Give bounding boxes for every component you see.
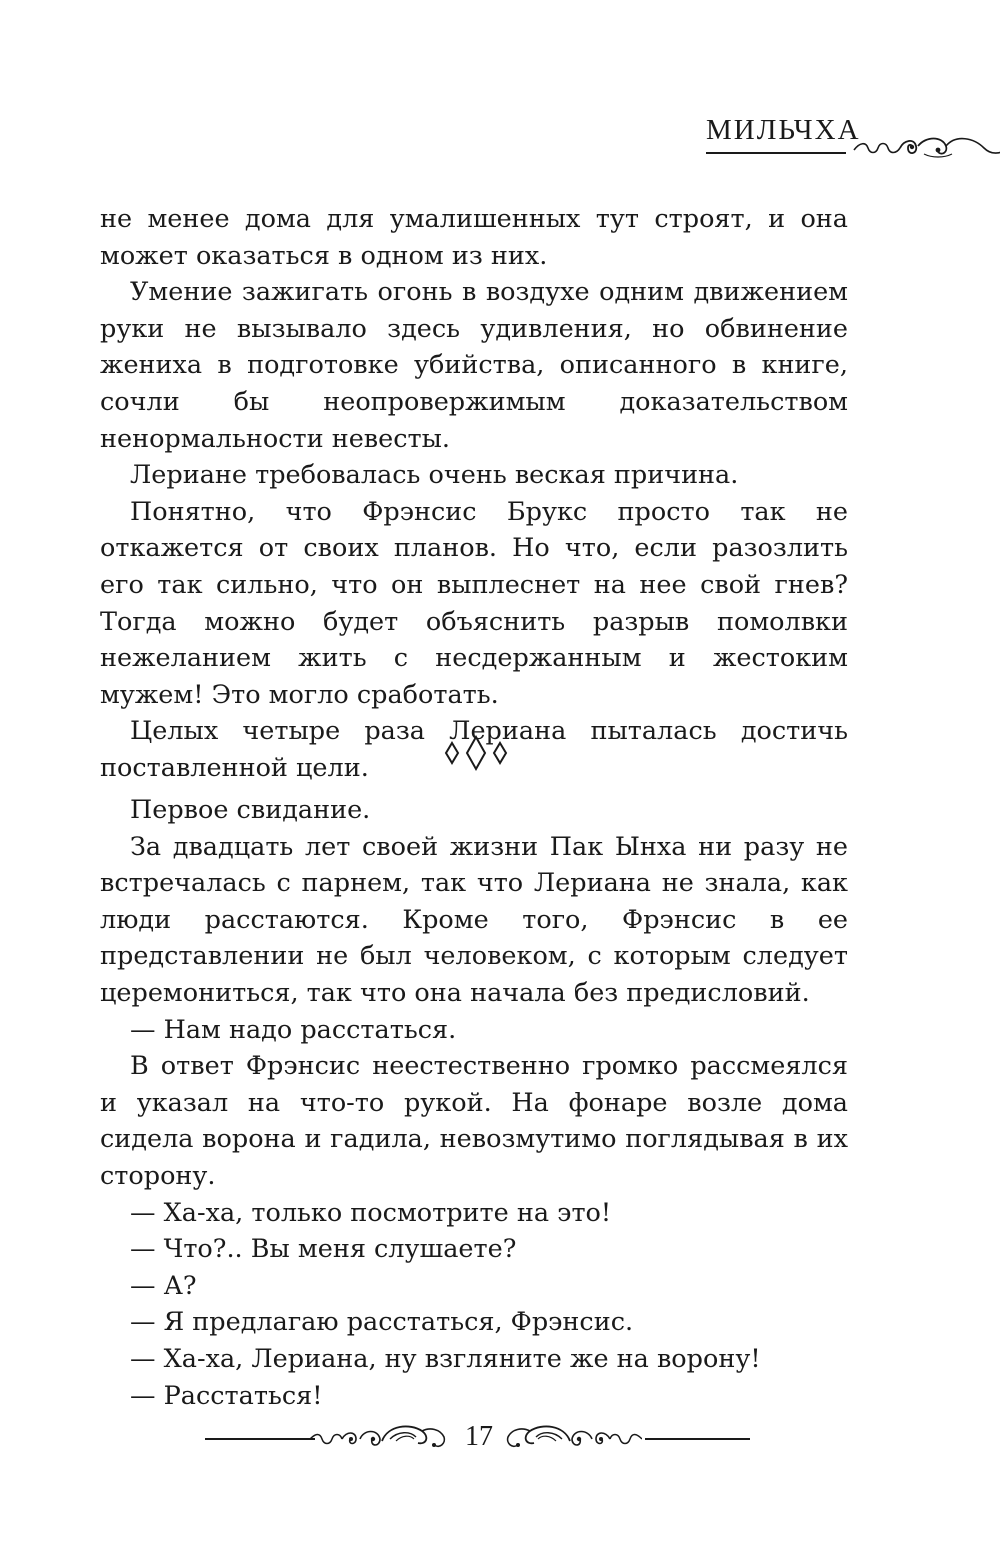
- flourish-ornament-icon: [852, 132, 1000, 166]
- paragraph: Умение зажигать огонь в воздухе одним движением руки не вызывало здесь удивления, но обвинение жениха в подготовке убийства, описанного в книге, сочли бы неопровержимым доказательством ненормальности невесты.: [100, 277, 848, 454]
- section-two-text: [100, 792, 848, 1414]
- footer-ornament-right-icon: [502, 1419, 642, 1459]
- paragraph: Лериане требовалась очень веская причина.: [130, 460, 739, 491]
- footer-ornament-left-icon: [310, 1419, 450, 1459]
- header-rule: [706, 152, 846, 154]
- paragraph: За двадцать лет своей жизни Пак Ынха ни разу не встречалась с парнем, так что Лериана не знала, как люди расстаются. Кроме того, Фрэнсис в ее представлении не был человеком, с которым следует церемониться, так что она начала без предисловий.: [100, 831, 848, 1008]
- dialogue-line: — Что?.. Вы меня слушаете?: [130, 1234, 517, 1265]
- dialogue-line: — Нам надо расстаться.: [130, 1014, 457, 1045]
- paragraph: не менее дома для умалишенных тут строят, и она может оказаться в одном из них.: [100, 204, 848, 271]
- footer-rule-right: [645, 1438, 750, 1440]
- section-one-text: [100, 201, 848, 787]
- paragraph: Первое свидание.: [130, 795, 371, 825]
- running-header: [706, 112, 1000, 162]
- dialogue-line: — Ха-ха, только посмотрите на это!: [130, 1197, 612, 1228]
- dialogue-line: — Ха-ха, Лериана, ну взгляните же на ворону!: [130, 1343, 761, 1374]
- page-footer: [200, 1413, 760, 1463]
- paragraph: В ответ Фрэнсис неестественно громко рассмеялся и указал на что-то рукой. На фонаре возле дома сидела ворона и гадила, невозмутимо поглядывая в их сторону.: [100, 1051, 848, 1191]
- dialogue-line: — Я предлагаю расстаться, Фрэнсис.: [130, 1307, 634, 1338]
- dialogue-line: — Расстаться!: [130, 1380, 323, 1411]
- paragraph: Целых четыре раза Лериана пыталась достичь поставленной цели.: [100, 716, 848, 783]
- dialogue-line: — А?: [130, 1270, 197, 1301]
- running-title: МИЛЬЧХА: [706, 114, 861, 146]
- section-separator-icon: [440, 733, 512, 773]
- page-number: 17: [465, 1421, 493, 1452]
- footer-rule-left: [205, 1438, 315, 1440]
- paragraph: Понятно, что Фрэнсис Брукс просто так не откажется от своих планов. Но что, если разозлить его так сильно, что он выплеснет на нее свой гнев? Тогда можно будет объяснить разрыв помолвки нежеланием жить с несдержанным и жестоким мужем! Это могло сработать.: [100, 496, 848, 710]
